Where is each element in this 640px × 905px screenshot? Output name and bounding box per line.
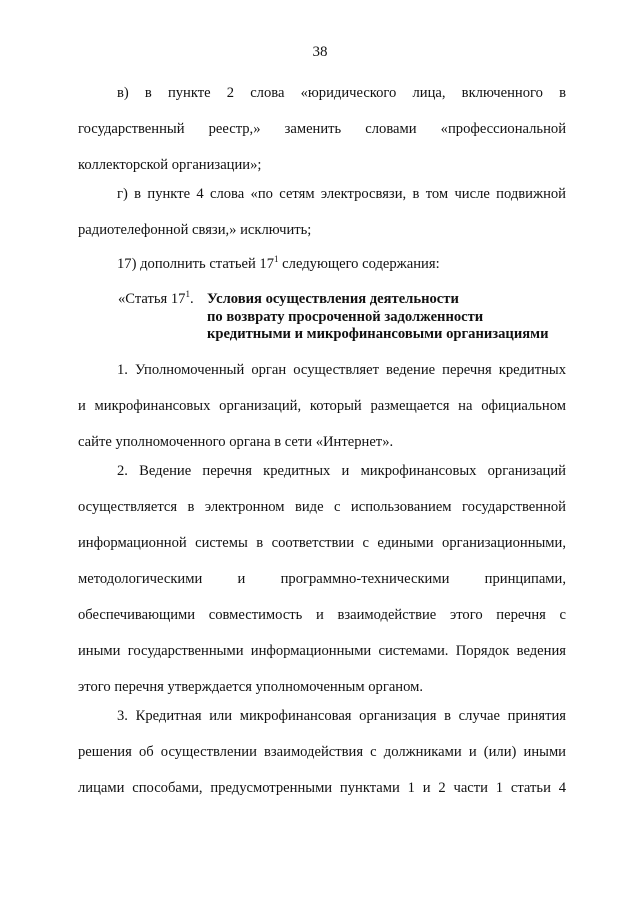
paragraph-g <box>78 176 566 248</box>
text-line: коллекторской организации»; <box>78 157 262 173</box>
paragraph-2 <box>78 453 566 705</box>
paragraph-3 <box>78 698 566 806</box>
text-line: 2. Ведение перечня кредитных и микрофинансовых организаций <box>117 463 566 479</box>
superscript: 1 <box>274 254 279 264</box>
text-line: государственный реестр,» заменить словами «профессиональной <box>78 121 566 137</box>
text-line: 3. Кредитная или микрофинансовая организация в случае принятия <box>117 708 566 724</box>
title-line: Условия осуществления деятельности <box>207 291 459 307</box>
text-run: «Статья 17 <box>118 291 186 307</box>
text-line: обеспечивающими совместимость и взаимодействие этого перечня с <box>78 607 566 623</box>
paragraph-1 <box>78 352 566 460</box>
text-line: радиотелефонной связи,» исключить; <box>78 222 312 238</box>
title-line: кредитными и микрофинансовыми организациями <box>207 326 549 342</box>
article-label <box>118 291 194 309</box>
article-title <box>207 291 567 344</box>
text-line: в) в пункте 2 слова «юридического лица, включенного в <box>117 85 566 101</box>
text-run: 17) дополнить статьей 17 <box>117 256 275 272</box>
paragraph-v <box>78 75 566 183</box>
text-run: следующего содержания: <box>278 256 440 272</box>
text-line: методологическими и программно-техническими принципами, <box>78 571 566 587</box>
superscript: 1 <box>185 289 190 299</box>
page-number: 38 <box>312 44 328 60</box>
text-line: г) в пункте 4 слова «по сетям электросвязи, в том числе подвижной <box>117 186 566 202</box>
text-line: лицами способами, предусмотренными пунктами 1 и 2 части 1 статьи 4 <box>78 780 566 796</box>
text-line: 1. Уполномоченный орган осуществляет ведение перечня кредитных <box>117 362 566 378</box>
text-line: этого перечня утверждается уполномоченным органом. <box>78 679 424 695</box>
text-line: и микрофинансовых организаций, который размещается на официальном <box>78 398 566 414</box>
text-line: решения об осуществлении взаимодействия с должниками и (или) иными <box>78 744 566 760</box>
text-line: иными государственными информационными системами. Порядок ведения <box>78 643 566 659</box>
paragraph-17 <box>78 246 566 282</box>
title-line: по возврату просроченной задолженности <box>207 308 484 325</box>
text-line: информационной системы в соответствии с едиными организационными, <box>78 535 566 551</box>
text-run: . <box>189 291 194 307</box>
text-line: сайте уполномоченного органа в сети «Интернет». <box>78 434 394 450</box>
text-line: осуществляется в электронном виде с использованием государственной <box>78 499 566 515</box>
text-line <box>78 246 566 282</box>
